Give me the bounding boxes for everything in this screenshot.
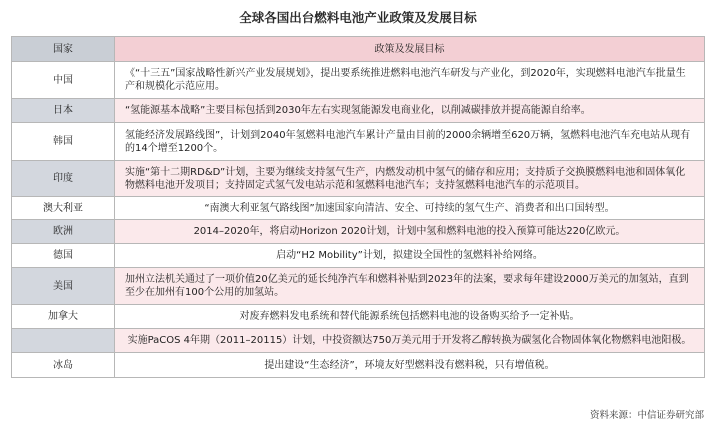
table-row (12, 268, 705, 305)
table-row (12, 123, 705, 161)
header-policy: 政策及发展目标 (115, 37, 705, 62)
country-cell: 印度 (12, 161, 115, 197)
country-cell: 德国 (12, 244, 115, 268)
table-row (12, 305, 705, 329)
policy-cell: 实施“第十二期RD&D”计划，主要为继续支持氢气生产，内燃发动机中氢气的储存和应用；支持质子交换膜燃料电池和固体氧化物燃料电池开发项目；支持固定式氢气发电站示范和氢燃料电池汽车；支持氢燃料电池汽车的示范项目。 (115, 161, 705, 197)
table-row (12, 161, 705, 197)
country-cell: 加拿大 (12, 305, 115, 329)
header-country: 国家 (12, 37, 115, 62)
table-row (12, 62, 705, 99)
country-cell: 韩国 (12, 123, 115, 161)
table-row (12, 220, 705, 244)
table-row (12, 99, 705, 123)
country-cell: 冰岛 (12, 353, 115, 378)
policy-cell: 对废弃燃料发电系统和替代能源系统包括燃料电池的设备购买给予一定补贴。 (115, 305, 705, 329)
source-note: 资料来源：中信证券研究部 (589, 410, 704, 421)
table-row (12, 353, 705, 378)
country-cell: 澳大利亚 (12, 197, 115, 220)
table-row (12, 197, 705, 220)
policy-cell: 启动“H2 Mobility”计划，拟建设全国性的氢燃料补给网络。 (115, 244, 705, 268)
policy-cell: “南澳大利亚氢气路线图”加速国家向清洁、安全、可持续的氢气生产、消费者和出口国转型。 (115, 197, 705, 220)
policy-table (11, 36, 705, 378)
policy-cell: 实施PaCOS 4年期（2011–20115）计划，中投资额达750万美元用于开发将乙醇转换为碳氢化合物固体氧化物燃料电池阳极。 (115, 329, 705, 353)
policy-cell: 氢能经济发展路线图”，计划到2040年氢燃料电池汽车累计产量由目前的2000余辆增至620万辆，氢燃料电池汽车充电站从现有的14个增至1200个。 (115, 123, 705, 161)
country-cell: 中国 (12, 62, 115, 99)
policy-cell: 提出建设“生态经济”，环境友好型燃料没有燃料税，只有增值税。 (115, 353, 705, 378)
country-cell: 日本 (12, 99, 115, 123)
country-cell: 欧洲 (12, 220, 115, 244)
country-cell: 美国 (12, 268, 115, 305)
table-row (12, 329, 705, 353)
policy-cell: “氢能源基本战略”主要目标包括到2030年左右实现氢能源发电商业化，以削减碳排放并提高能源自给率。 (115, 99, 705, 123)
policy-cell: 《“十三五”国家战略性新兴产业发展规划》，提出要系统推进燃料电池汽车研发与产业化，到2020年，实现燃料电池汽车批量生产和规模化示范应用。 (115, 62, 705, 99)
table-title: 全球各国出台燃料电池产业政策及发展目标 (239, 10, 477, 25)
country-cell (12, 329, 115, 353)
header-row (12, 37, 705, 62)
policy-cell: 加州立法机关通过了一项价值20亿美元的延长纯净汽车和燃料补贴到2023年的法案，要求每年建设2000万美元的加氢站，直到至少在加州有100个公用的加氢站。 (115, 268, 705, 305)
table-row (12, 244, 705, 268)
policy-cell: 2014–2020年，将启动Horizon 2020计划，计划中氢和燃料电池的投入预算可能达220亿欧元。 (115, 220, 705, 244)
